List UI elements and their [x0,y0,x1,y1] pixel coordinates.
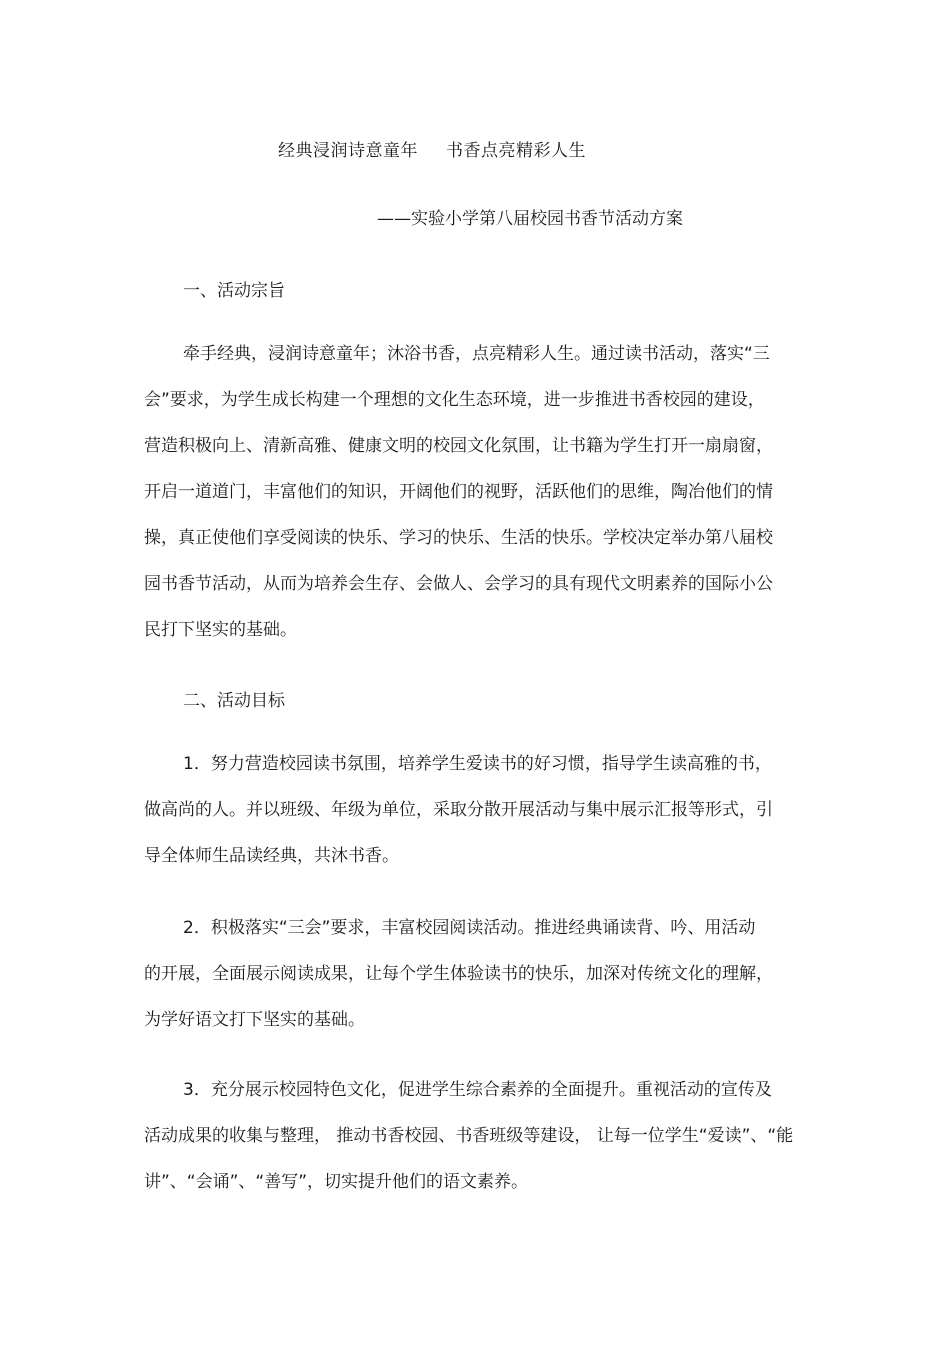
paragraph-line: 操，真正使他们享受阅读的快乐、学习的快乐、生活的快乐。学校决定举办第八届校 [144,528,773,548]
paragraph-line: 民打下坚实的基础。 [144,620,297,640]
goal-item-1 [144,741,854,879]
paragraph-line: 为学好语文打下坚实的基础。 [144,1010,365,1030]
title-part-2: 书香点亮精彩人生 [446,141,586,161]
paragraph-purpose [144,331,854,653]
paragraph-line: 牵手经典，浸润诗意童年；沐浴书香，点亮精彩人生。通过读书活动，落实“三 [183,344,770,364]
paragraph-line: 的开展，全面展示阅读成果，让每个学生体验读书的快乐，加深对传统文化的理解， [144,964,773,984]
goal-item-3 [144,1067,854,1205]
section-heading-goals: 二、活动目标 [183,691,285,711]
paragraph-line: 活动成果的收集与整理， 推动书香校园、书香班级等建设， 让每一位学生“爱读”、“能 [144,1126,794,1146]
paragraph-line: 导全体师生品读经典，共沐书香。 [144,846,399,866]
paragraph-line: 做高尚的人。并以班级、年级为单位，采取分散开展活动与集中展示汇报等形式，引 [144,800,773,820]
goal-item-2 [144,905,854,1043]
document-title [278,136,586,161]
title-part-1: 经典浸润诗意童年 [278,141,418,161]
section-heading-purpose: 一、活动宗旨 [183,281,285,301]
paragraph-line: 营造积极向上、清新高雅、健康文明的校园文化氛围，让书籍为学生打开一扇扇窗， [144,436,773,456]
paragraph-line: 1．努力营造校园读书氛围，培养学生爱读书的好习惯，指导学生读高雅的书， [183,754,772,774]
paragraph-line: 3．充分展示校园特色文化，促进学生综合素养的全面提升。重视活动的宣传及 [183,1080,772,1100]
paragraph-line: 园书香节活动，从而为培养会生存、会做人、会学习的具有现代文明素养的国际小公 [144,574,773,594]
paragraph-line: 2．积极落实“三会”要求，丰富校园阅读活动。推进经典诵读背、吟、用活动 [183,918,756,938]
document-subtitle: ——实验小学第八届校园书香节活动方案 [377,209,683,229]
paragraph-line: 开启一道道门，丰富他们的知识，开阔他们的视野，活跃他们的思维，陶冶他们的情 [144,482,773,502]
paragraph-line: 讲”、“会诵”、“善写”，切实提升他们的语文素养。 [144,1172,529,1192]
paragraph-line: 会”要求，为学生成长构建一个理想的文化生态环境，进一步推进书香校园的建设， [144,390,765,410]
